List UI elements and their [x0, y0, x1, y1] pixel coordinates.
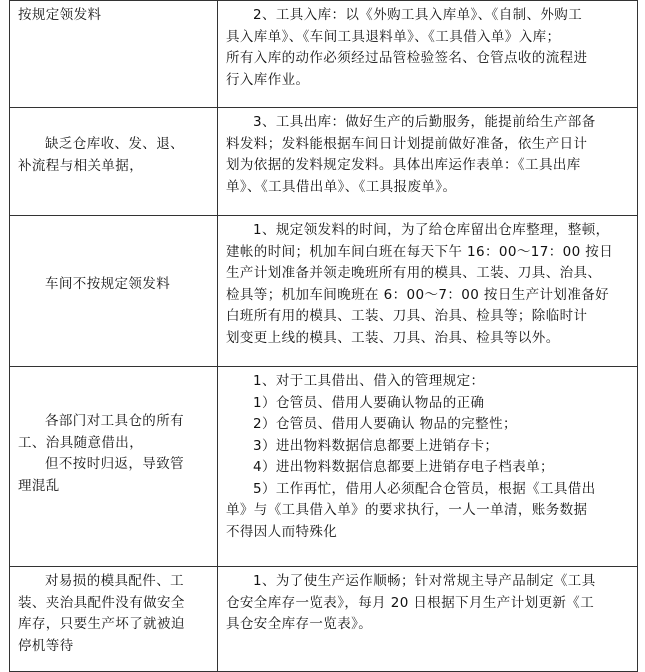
issue-line: 缺乏仓库收、发、退、 [45, 136, 184, 152]
content-table [9, 0, 638, 672]
issue-line: 车间不按规定领发料 [45, 276, 171, 292]
measure-line: 5）工作再忙，借用人必须配合仓管员，根据《工具借出 [253, 480, 596, 497]
issue-line: 停机等待 [18, 637, 74, 654]
measure-line: 建帐的时间；机加车间白班在每天下午 16：00～17：00 按日 [226, 243, 614, 260]
measure-line: 4）进出物料数据信息都要上进销存电子档表单； [253, 459, 554, 475]
measure-line: 1、对于工具借出、借入的管理规定： [253, 373, 485, 389]
measure-line: 单》、《工具借出单》、《工具报废单》。 [226, 178, 457, 195]
issue-cell [10, 367, 218, 567]
measure-line: 行入库作业。 [226, 71, 310, 88]
measure-line: 仓安全库存一览表》，每月 20 日根据下月生产计划更新《工 [226, 594, 595, 611]
measure-line: 2、工具入库：以《外购工具入库单》、《自制、外购工 [253, 7, 583, 23]
measure-line: 料发料；发料能根据车间日计划提前做好准备，依生产日计 [226, 135, 588, 152]
measure-line: 生产计划准备并领走晚班所有用的模具、工装、刀具、治具、 [226, 265, 602, 281]
measure-line: 1）仓管员、借用人要确认物品的正确 [253, 394, 485, 411]
table-row [10, 1, 638, 108]
issue-cell [10, 567, 218, 672]
issue-line: 但不按时归返，导致管 [45, 456, 184, 472]
issue-line: 各部门对工具仓的所有 [45, 413, 184, 429]
table-row [10, 567, 638, 672]
measure-cell [218, 567, 638, 672]
measure-cell [218, 367, 638, 567]
issue-line: 装、夹治具配件没有做安全 [18, 594, 185, 611]
measure-line: 3、工具出库：做好生产的后勤服务，能提前给生产部备 [253, 114, 596, 130]
table-row [10, 216, 638, 367]
issue-line: 理混乱 [18, 477, 60, 494]
issue-line: 对易损的模具配件、工 [45, 573, 184, 589]
measure-line: 划为依据的发料规定发料。具体出库运作表单：《工具出库 [226, 157, 581, 173]
measure-line: 具仓安全库存一览表》。 [226, 616, 373, 632]
issue-cell [10, 1, 218, 108]
measure-cell [218, 1, 638, 108]
issue-cell [10, 216, 218, 367]
issue-line: 库存，只要生产坏了就被迫 [18, 616, 185, 632]
issue-line: 工、治具随意借出， [18, 434, 144, 451]
measure-cell [218, 108, 638, 216]
measure-line: 2）仓管员、借用人要确认 物品的完整性； [253, 416, 517, 432]
measure-line: 3）进出物料数据信息都要上进销存卡； [253, 437, 499, 454]
issue-cell [10, 108, 218, 216]
table-row [10, 367, 638, 567]
measure-line: 划变更上线的模具、工装、刀具、治具、检具等以外。 [226, 329, 560, 346]
issue-line: 补流程与相关单据， [18, 157, 144, 174]
measure-line: 不得因人而特殊化 [226, 523, 338, 540]
measure-line: 所有入库的动作必须经过品管检验签名、仓管点收的流程进 [226, 50, 588, 66]
measure-line: 具入库单》、《车间工具退料单》、《工具借入单》入库； [226, 28, 561, 45]
table-row [10, 108, 638, 216]
issue-line: 按规定领发料 [18, 7, 102, 23]
measure-line: 1、为了使生产运作顺畅；针对常规主导产品制定《工具 [253, 573, 596, 589]
measure-line: 白班所有用的模具、工装、刀具、治具、检具等；除临时计 [226, 308, 588, 324]
measure-line: 1、规定领发料的时间，为了给仓库留出仓库整理，整顿， [253, 222, 610, 238]
measure-line: 单》与《工具借入单》的要求执行，一人一单清，账务数据 [226, 502, 588, 518]
measure-line: 检具等；机加车间晚班在 6：00～7：00 按日生产计划准备好 [226, 286, 610, 303]
measure-cell [218, 216, 638, 367]
